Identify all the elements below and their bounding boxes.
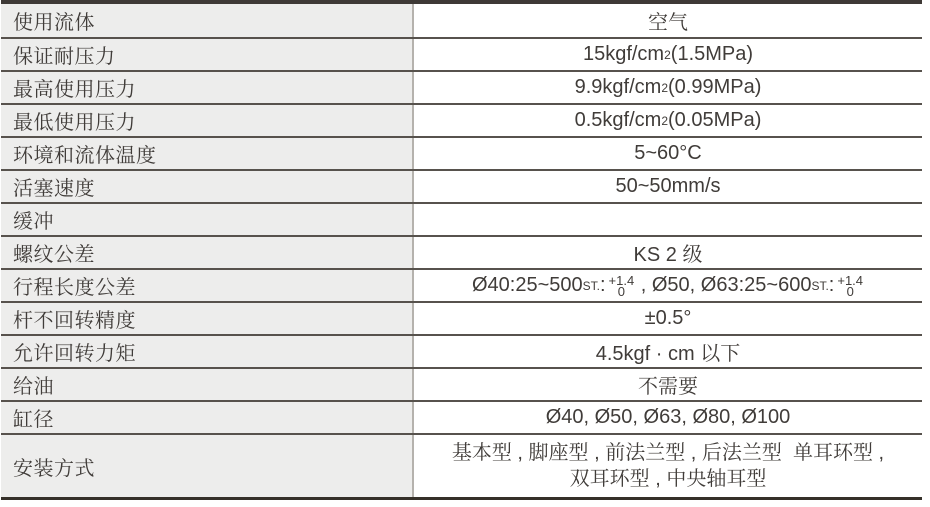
value-text: 15kgf/cm [582, 43, 665, 65]
label-text: 最高使用压力 [13, 79, 136, 101]
spec-label [1, 237, 414, 268]
spec-value: 0.5kgf/cm 2 (0.05MPa) [414, 105, 922, 136]
tolerance-stack [608, 272, 635, 299]
spec-row-temperature [1, 136, 922, 169]
value-text: ±0.5° [644, 307, 692, 329]
spec-label [1, 435, 414, 497]
label-text: 缓冲 [13, 211, 54, 233]
spec-row-proof-pressure [1, 37, 922, 70]
label-text: 给油 [13, 376, 54, 398]
value-text: 5~60°C [634, 142, 702, 164]
spec-label [1, 303, 414, 334]
tolerance-upper: +1.4 [608, 272, 635, 288]
value-text: (0.05MPa) [668, 109, 762, 131]
spec-value: 15kgf/cm 2 (1.5MPa) [414, 39, 922, 70]
tolerance-lower: 0 [846, 283, 854, 299]
label-text: 允许回转力矩 [13, 343, 136, 365]
spec-value: Ø40:25~500 ST. : +1.4 0 , Ø50, Ø63:25~600 ST. : +1.4 0 [414, 270, 922, 301]
spec-label [1, 204, 414, 235]
spec-row-mounting-type [1, 433, 922, 497]
value-text: Ø40:25~500 [471, 274, 583, 296]
tolerance-stack [837, 272, 864, 299]
spec-row-thread-tolerance [1, 235, 922, 268]
spec-value [414, 204, 922, 235]
value-text: 50~50mm/s [615, 175, 721, 197]
spec-value [414, 303, 922, 334]
spec-row-rod-non-rotation [1, 301, 922, 334]
tolerance-upper: +1.4 [837, 272, 864, 288]
spec-label [1, 402, 414, 433]
label-text: 保证耐压力 [13, 46, 116, 68]
spec-label [1, 138, 414, 169]
value-text: KS 2 级 [633, 244, 703, 266]
label-text: 最低使用压力 [13, 112, 136, 134]
specification-table [1, 0, 922, 500]
value-line-1: 基本型 , 脚座型 , 前法兰型 , 后法兰型 单耳环型 , [451, 442, 885, 464]
spec-value [414, 171, 922, 202]
value-line-2: 双耳环型 , 中央轴耳型 [569, 468, 767, 490]
spec-value [414, 402, 922, 433]
value-text: Ø40, Ø50, Ø63, Ø80, Ø100 [545, 406, 791, 428]
value-text: : [828, 274, 835, 296]
spec-label [1, 4, 414, 37]
value-text: , Ø50, Ø63:25~600 [635, 274, 812, 296]
spec-value [414, 237, 922, 268]
tolerance-lower: 0 [617, 283, 625, 299]
spec-row-max-pressure [1, 70, 922, 103]
value-text: 不需要 [638, 376, 698, 398]
value-text: 空气 [648, 12, 688, 34]
spec-row-allowable-torque [1, 334, 922, 367]
spec-label [1, 270, 414, 301]
spec-value [414, 435, 922, 497]
spec-value [414, 369, 922, 400]
label-text: 缸径 [13, 409, 54, 431]
spec-label [1, 72, 414, 103]
label-text: 螺纹公差 [13, 244, 95, 266]
label-text: 活塞速度 [13, 178, 95, 200]
spec-label [1, 336, 414, 367]
spec-label [1, 39, 414, 70]
spec-label [1, 369, 414, 400]
label-text: 环境和流体温度 [13, 145, 157, 167]
spec-row-stroke-tolerance [1, 268, 922, 301]
spec-value: 9.9kgf/cm 2 (0.99MPa) [414, 72, 922, 103]
value-text: 9.9kgf/cm [574, 76, 662, 98]
spec-label [1, 105, 414, 136]
value-text: (0.99MPa) [668, 76, 762, 98]
spec-value [414, 336, 922, 367]
spec-row-cushion [1, 202, 922, 235]
value-text: : [599, 274, 606, 296]
spec-value [414, 4, 922, 37]
label-text: 安装方式 [13, 457, 95, 480]
label-text: 行程长度公差 [13, 277, 136, 299]
spec-row-fluid [1, 4, 922, 37]
spec-value [414, 138, 922, 169]
label-text: 杆不回转精度 [13, 310, 136, 332]
spec-label [1, 171, 414, 202]
label-text: 使用流体 [13, 12, 95, 34]
value-text: (1.5MPa) [670, 43, 754, 65]
value-text: 4.5kgf · cm 以下 [595, 343, 741, 365]
value-text: 0.5kgf/cm [574, 109, 662, 131]
spec-row-lubrication [1, 367, 922, 400]
spec-row-piston-speed [1, 169, 922, 202]
spec-row-bore-size [1, 400, 922, 433]
spec-row-min-pressure [1, 103, 922, 136]
